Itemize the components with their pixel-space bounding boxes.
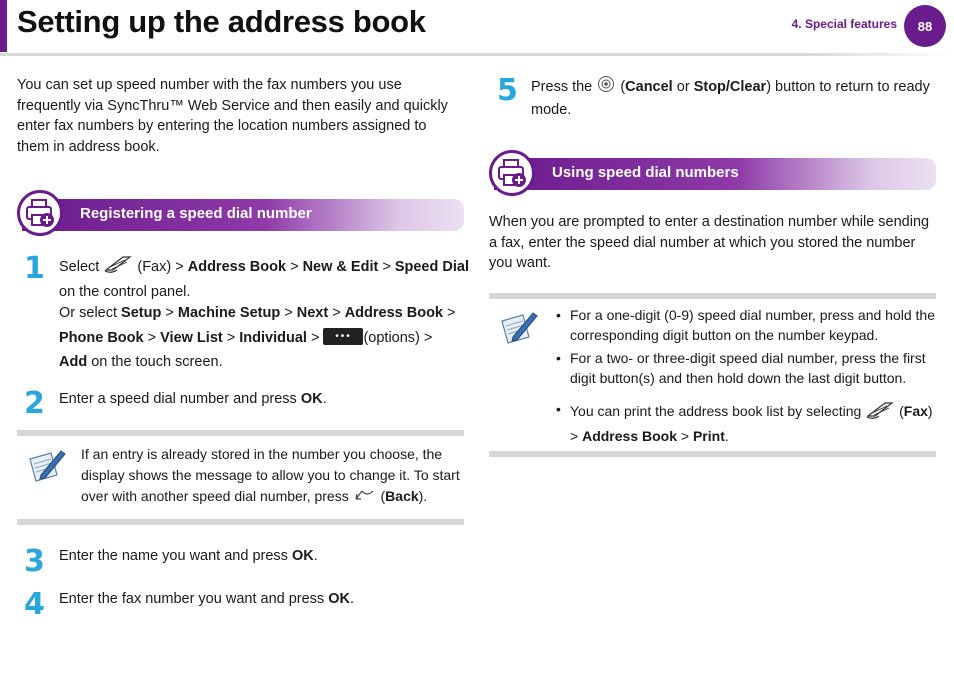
- note-pencil-icon: [499, 309, 541, 349]
- bullet-gt: >: [680, 428, 690, 444]
- printer-plus-icon: [489, 150, 535, 196]
- step-1-text: [59, 253, 469, 302]
- step1-gt: >: [284, 305, 293, 321]
- step1-next: Next: [296, 305, 329, 321]
- step-2-text: [59, 389, 469, 410]
- step1-machine-setup: Machine Setup: [177, 305, 281, 321]
- back-icon: [353, 487, 377, 508]
- section-using-title: Using speed dial numbers: [552, 164, 739, 181]
- bullet-fax-open: (: [899, 403, 904, 420]
- step4-ok: OK: [328, 591, 350, 607]
- step1-new-edit: New & Edit: [302, 259, 379, 276]
- step5-tail: ) button to return to ready mode.: [531, 79, 930, 118]
- step-number-4: 4: [24, 587, 45, 622]
- step3-text: Enter the name you want and press: [59, 548, 288, 564]
- step1-or-select: Or select: [59, 305, 118, 321]
- step-number-1: 1: [24, 251, 45, 286]
- step-number-5: 5: [497, 73, 518, 108]
- bullet-print-text: You can print the address book list by selecting: [570, 403, 862, 420]
- bullet-gt: >: [570, 428, 579, 444]
- section-register-bar: [22, 199, 464, 231]
- note-text: If an entry is already stored in the number you choose, the display shows the message to allow you to change it. To start over with another speed dial number, press: [81, 446, 460, 504]
- step-number-3: 3: [24, 544, 45, 579]
- step-1-alt-text: [59, 301, 469, 375]
- step1-gt: >: [226, 329, 236, 346]
- step2-ok: OK: [300, 391, 323, 407]
- step-5-text: [531, 75, 941, 120]
- list-item: • You can print the address book list by selecting (Fax) > Address Book > Print.: [556, 401, 933, 444]
- step1-gt: >: [310, 329, 320, 346]
- bullet-multi-digit: For a two- or three-digit speed dial number, press the first digit button(s) and then hold down the last digit button.: [570, 350, 926, 386]
- intro-text: You can set up speed number with the fax numbers you use frequently via SyncThru™ Web Service and then easily and quickly enter fax numbers by entering the location numbers assigned to them in address book.: [17, 77, 448, 155]
- step1-options: (options) >: [363, 329, 433, 346]
- step1-add: Add: [59, 354, 88, 370]
- step1-address-book: Address Book: [187, 259, 287, 276]
- bullet-fax: Fax: [903, 403, 928, 420]
- step3-ok: OK: [291, 548, 314, 564]
- fax-icon: [865, 399, 895, 426]
- note-back: Back: [385, 488, 419, 504]
- header-accent-bar: [0, 0, 7, 52]
- step1-fax-paren: (Fax) >: [137, 259, 184, 276]
- step5-press: Press the: [531, 79, 593, 96]
- step1-setup: Setup: [121, 305, 162, 321]
- step1-gt: >: [165, 305, 174, 321]
- step1-phone-book: Phone Book: [59, 329, 144, 346]
- note-pencil-icon: [27, 447, 69, 487]
- list-item: • For a one-digit (0-9) speed dial number, press and hold the corresponding digit button on the number keypad.: [556, 307, 935, 343]
- options-icon: •••: [323, 328, 363, 345]
- page-title: Setting up the address book: [17, 4, 426, 39]
- header-rule: [0, 53, 954, 56]
- step1-gt: >: [290, 259, 299, 276]
- bullet-address-book: Address Book: [582, 428, 677, 444]
- printer-plus-icon: [17, 190, 63, 236]
- step1-address-book-2: Address Book: [344, 305, 443, 321]
- step-number-2: 2: [24, 386, 45, 421]
- step5-open: (: [620, 79, 626, 96]
- step2-end: .: [322, 391, 327, 407]
- step1-gt: >: [447, 305, 456, 321]
- bullet-one-digit: For a one-digit (0-9) speed dial number, press and hold the corresponding digit button on the number keypad.: [570, 307, 935, 343]
- note-back-close: ).: [418, 488, 428, 504]
- step1-gt: >: [382, 259, 391, 276]
- using-intro-text: When you are prompted to enter a destination number while sending a fax, enter the speed dial number at which you stored the number you want.: [489, 214, 930, 271]
- note-register-text: [81, 444, 466, 508]
- step1-tail: on the control panel.: [59, 283, 191, 300]
- page-number-badge: 88: [904, 5, 946, 47]
- list-item: • For a two- or three-digit speed dial number, press the first digit button(s) and then hold down the last digit button.: [556, 350, 926, 386]
- step4-text: Enter the fax number you want and press: [59, 591, 325, 607]
- step-4-text: [59, 589, 469, 610]
- step5-stop-clear: Stop/Clear: [693, 79, 767, 96]
- step5-cancel: Cancel: [625, 79, 673, 96]
- section-register-title: Registering a speed dial number: [80, 205, 312, 222]
- step4-end: .: [349, 591, 354, 607]
- fax-icon: [103, 253, 133, 282]
- step1-speed-dial: Speed Dial: [394, 259, 469, 276]
- stop-icon: [596, 75, 616, 100]
- step1-view-list: View List: [160, 329, 223, 346]
- bullet-end: .: [724, 428, 729, 444]
- step-3-text: [59, 546, 469, 567]
- step1-individual: Individual: [239, 329, 307, 346]
- step1-gt: >: [332, 305, 341, 321]
- step5-or: or: [676, 79, 690, 96]
- note-back-open: (: [380, 488, 386, 504]
- section-using-bar: [494, 158, 936, 190]
- bullet-fax-close: ): [927, 403, 933, 420]
- step1-select: Select: [59, 259, 100, 276]
- step3-end: .: [313, 548, 318, 564]
- section-label: 4. Special features: [791, 17, 897, 31]
- step1-gt: >: [147, 329, 157, 346]
- step1-tail2: on the touch screen.: [91, 354, 223, 370]
- bullet-print: Print: [692, 428, 725, 444]
- step2-text: Enter a speed dial number and press: [59, 391, 297, 407]
